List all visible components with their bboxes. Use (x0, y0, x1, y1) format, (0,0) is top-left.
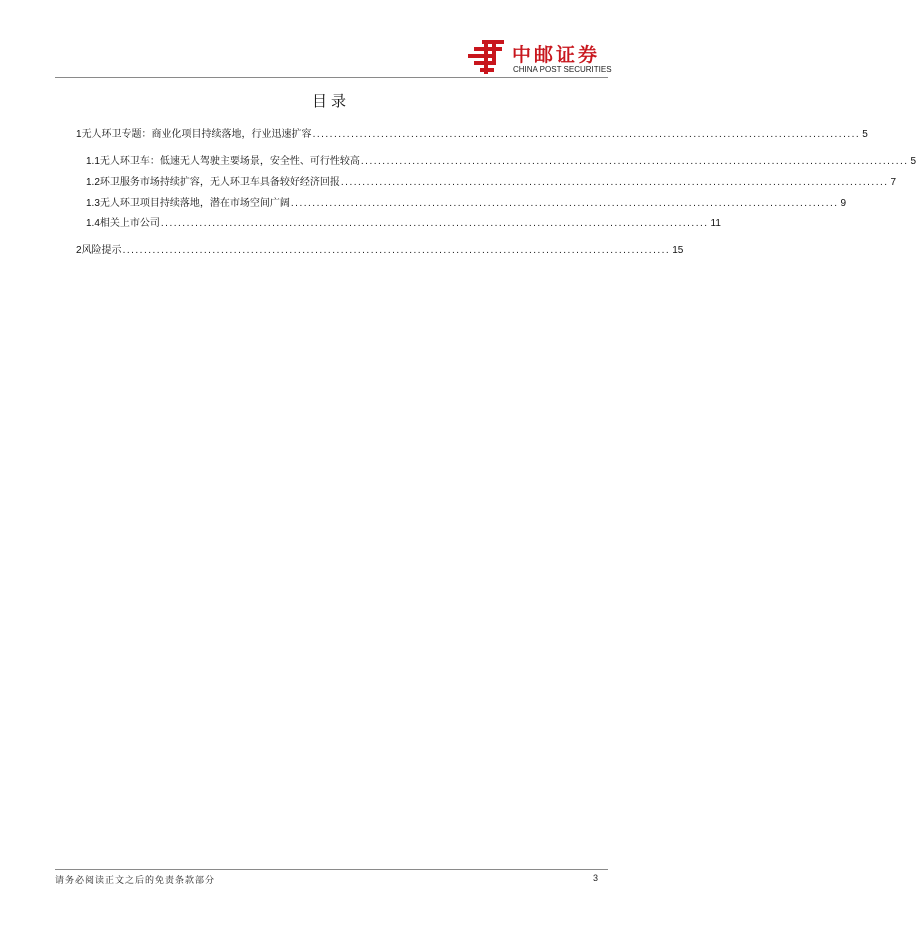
toc-dot-leader: ................................................................................................................................ (122, 245, 671, 256)
toc-entry-text: 无人环卫车：低速无人驾驶主要场景，安全性、可行性较高 (99, 156, 360, 167)
toc-title: 目录 (311, 92, 350, 110)
toc-dot-leader: ................................................................................................................................ (290, 198, 839, 209)
logo-chinese-name: 中邮证券 (512, 44, 601, 66)
toc-entry-text: 无人环卫项目持续落地，潜在市场空间广阔 (99, 198, 290, 209)
toc-entry-number: 2 (76, 245, 82, 256)
toc-dot-leader: ................................................................................................................................ (360, 156, 909, 167)
page-number: 3 (593, 873, 599, 883)
toc-entry-number: 1 (76, 129, 82, 140)
toc-dot-leader: ................................................................................................................................ (340, 177, 889, 188)
toc-entry-1-4[interactable] (86, 217, 721, 230)
toc-entry-page: 15 (672, 245, 684, 256)
toc-entry-text: 无人环卫专题：商业化项目持续落地，行业迅速扩容 (81, 129, 312, 140)
disclaimer-note: 请务必阅读正文之后的免责条款部分 (55, 876, 216, 886)
toc-entry-page: 11 (710, 218, 721, 229)
toc-entry-text: 相关上市公司 (99, 218, 160, 229)
toc-entry-text: 风险提示 (81, 245, 122, 256)
toc-dot-leader: ................................................................................................................................ (312, 129, 861, 140)
toc-entry-page: 5 (862, 129, 868, 140)
toc-entry-2[interactable] (76, 244, 684, 257)
toc-entry-number: 1.1 (86, 156, 100, 167)
toc-entry-text: 环卫服务市场持续扩容，无人环卫车具备较好经济回报 (99, 177, 340, 188)
toc-entry-number: 1.2 (86, 177, 100, 188)
company-logo (468, 38, 618, 78)
toc-entry-1-3[interactable] (86, 197, 847, 210)
logo-english-name: CHINA POST SECURITIES (513, 65, 612, 74)
toc-dot-leader: ................................................................................................................................ (160, 218, 709, 229)
header-divider (55, 77, 608, 78)
footer-divider (55, 869, 608, 870)
toc-entry-number: 1.4 (86, 218, 100, 229)
china-post-logo-icon (468, 38, 508, 76)
toc-entry-1[interactable] (76, 128, 868, 141)
toc-entry-page: 7 (890, 177, 897, 188)
toc-entry-page: 9 (840, 198, 847, 209)
toc-entry-1-1[interactable] (86, 155, 916, 168)
toc-entry-1-2[interactable] (86, 176, 897, 189)
toc-entry-number: 1.3 (86, 198, 100, 209)
toc-entry-page: 5 (910, 156, 916, 167)
